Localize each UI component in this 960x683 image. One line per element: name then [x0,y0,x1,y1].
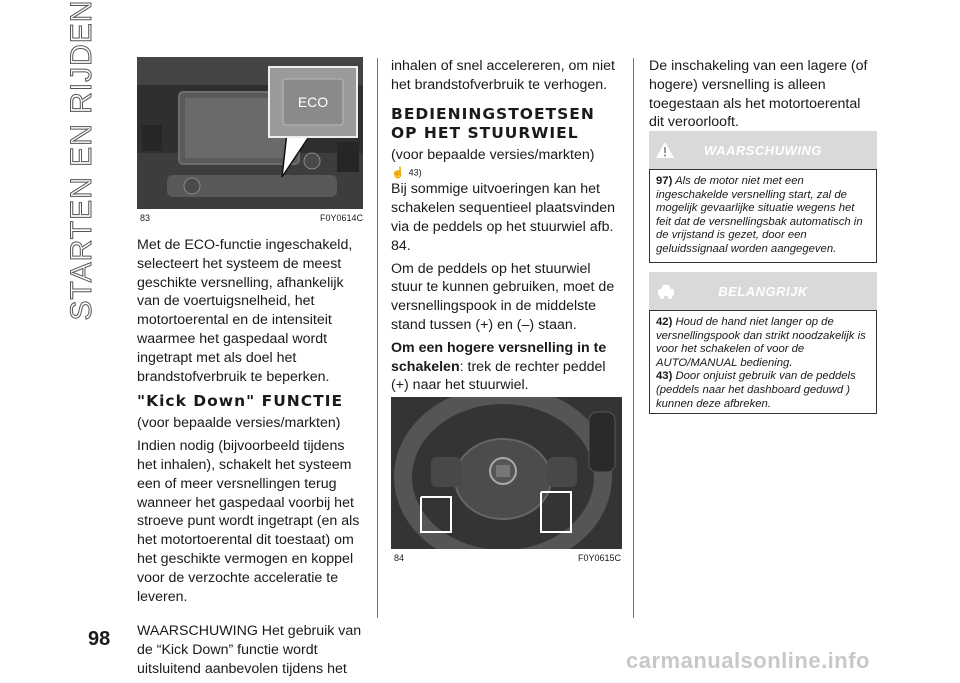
column-divider-2 [633,58,634,618]
figure-83-number: 83 [140,213,151,223]
important-header [649,272,877,310]
figure-84-steering-wheel [391,397,622,549]
hand-warning-icon: ☝ [391,167,405,180]
important-number-1: 42) [656,316,673,328]
important-box [649,310,877,414]
kick-down-paragraph: Indien nodig (bijvoorbeeld tijdens het inhalen), schakelt het systeem een of meer versnellingen terug wanneer het gaspedaal voorbij het stroeve punt wordt ingetrapt (en als het motortoerental dit toestaat) om het geschikte vermogen en koppel voor de verzochte acceleratie te leveren. [137,438,360,605]
upshift-paragraph [391,339,623,395]
eco-paragraph: Met de ECO-functie ingeschakeld, selecteert het systeem de meest geschikte versnelling, afhankelijk van de voertuigsnelheid, het motortoerental en de intensiteit waarmee het gaspedaal wordt ingetrapt met als doel het brandstofverbruik te beperken. [137,237,353,385]
steering-wheel-illustration [391,397,622,549]
overtaking-paragraph: inhalen of snel accelereren, om niet het brandstofverbruik te verhogen. [391,58,615,93]
dashboard-illustration [137,57,363,209]
kick-down-heading: "Kick Down" FUNCTIE [137,392,344,411]
eco-button-label: ECO [297,94,329,110]
upshift-text: : trek de rechter peddel (+) naar het stuurwiel. [391,358,606,394]
figure-84-number: 84 [394,553,405,563]
page-number: 98 [88,628,111,650]
note-reference [391,164,623,180]
column-1 [137,236,367,683]
important-number-2: 43) [656,370,673,383]
warning-header [649,131,877,169]
steering-controls-heading: BEDIENINGSTOETSEN OP HET STUURWIEL [391,104,595,142]
note-reference-number: 43) [408,167,422,178]
steering-controls-scope: (voor bepaalde versies/markten) [391,146,595,163]
kick-down-warning: WAARSCHUWING Het gebruik van de “Kick Down” functie wordt uitsluitend aanbevolen tijdens het [137,623,362,677]
important-text-2: Door onjuist gebruik van de peddels (peddels naar het dashboard geduwd ) kunnen deze afbreken. [656,370,856,410]
warning-text: Als de motor niet met een ingeschakelde versnelling start, zal de mogelijk gevaarlijke situatie wegens het feit dat de versnellingsbak automatisch in de vrijstand is gezet, door een geluidssignaal worden aangegeven. [656,175,863,255]
column-divider-1 [377,58,378,618]
warning-box [649,169,877,263]
kick-down-scope: (voor bepaalde versies/markten) [137,415,341,432]
figure-83-code: F0Y0614C [320,213,364,223]
figure-83-eco-button [137,57,363,209]
warning-number: 97) [656,175,673,187]
important-title: BELANGRIJK [718,284,808,299]
figure-84-code: F0Y0615C [578,553,622,563]
column-3 [649,57,879,136]
downshift-condition-paragraph: De inschakeling van een lagere (of hogere) versnelling is alleen toegestaan als het motortoerental dit veroorlooft. [649,58,868,131]
important-text-1: Houd de hand niet langer op de versnellingspook dan strikt noodzakelijk is voor het schakelen of voor de AUTO/MANUAL bediening. [656,316,866,369]
warning-title: WAARSCHUWING [704,143,822,158]
sequential-paragraph: Bij sommige uitvoeringen kan het schakelen sequentieel plaatsvinden via de peddels op het stuurwiel afb. 84. [391,181,616,254]
paddles-paragraph: Om de peddels op het stuurwiel stuur te kunnen gebruiken, moet de versnellingspook in de middelste stand tussen (+) en (–) staan. [391,260,615,333]
watermark: carmanualsonline.info [626,648,870,673]
chapter-title: STARTEN EN RIJDEN [65,0,98,321]
upshift-label: Om een hogere versnelling in te schakelen [391,339,607,375]
